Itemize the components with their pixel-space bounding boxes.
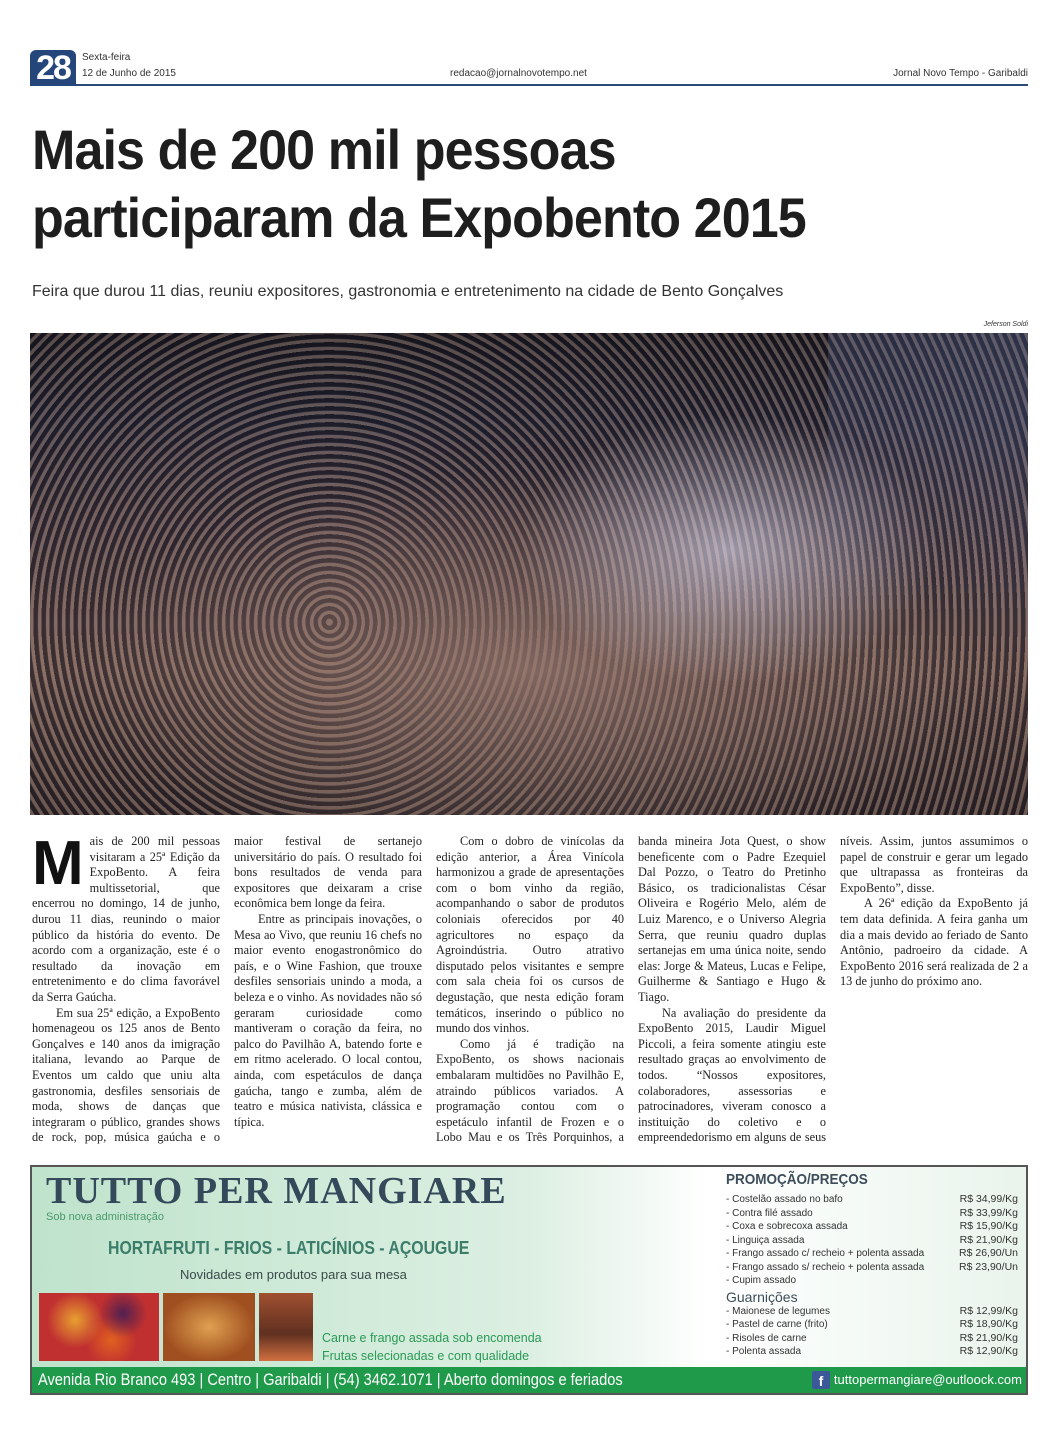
price-row	[726, 1193, 1018, 1207]
item-price: R$ 18,90/Kg	[959, 1318, 1018, 1330]
item-name: - Coxa e sobrecoxa assada	[726, 1221, 848, 1232]
item-name: - Pastel de carne (frito)	[726, 1319, 828, 1330]
paragraph: A 26ª edição da ExpoBento já tem data definida. A feira ganha um dia a mais devido ao feriado de Santo Antônio, padroeiro da cidade. A ExpoBento 2016 será realizada de 2 a 13 de junho do próximo ano.	[840, 896, 1028, 989]
page-header	[30, 50, 1028, 86]
price-row	[726, 1318, 1018, 1332]
ad-categories: HORTAFRUTI - FRIOS - LATICÍNIOS - AÇOUGUE	[108, 1238, 470, 1258]
item-name: - Polenta assada	[726, 1346, 802, 1357]
ad-address: Avenida Rio Branco 493 | Centro | Garibaldi | (54) 3462.1071 | Aberto domingos e feriados	[38, 1370, 623, 1389]
item-price: R$ 33,99/Kg	[959, 1206, 1018, 1219]
item-name: - Risoles de carne	[726, 1332, 807, 1344]
roast-meat-image	[259, 1293, 313, 1361]
item-name: - Costelão assado no bafo	[726, 1194, 843, 1205]
drop-cap: M	[32, 829, 84, 898]
paragraph: Entre as principais inovações, o Mesa ao Vivo, que reuniu 16 chefs no maior evento enogastronômico do país, e o Wine Fashion, que trouxe desfiles sensoriais unindo a moda, a beleza e o vinho. As novidades não só geraram curiosidade como mantiveram o coração da feira, no palco do Pavilhão A, batendo forte e em ritmo acelerado. O local contou, ainda, com espetáculos de dança gaúcha, tango e zumba, além de teatro e música nativista, clássica e típica.	[234, 911, 422, 1129]
price-row	[726, 1234, 1018, 1248]
item-price: R$ 23,90/Un	[959, 1260, 1018, 1273]
headline-line-2: participaram da Expobento 2015	[32, 186, 806, 249]
price-row	[726, 1261, 1018, 1275]
item-price: R$ 15,90/Kg	[959, 1220, 1018, 1232]
roast-chicken-image	[163, 1293, 255, 1361]
article-body	[32, 829, 1028, 1150]
weekday: Sexta-feira	[82, 52, 131, 63]
item-price: R$ 12,90/Kg	[959, 1345, 1018, 1357]
ad-footer	[32, 1367, 1026, 1393]
promo-title: PROMOÇÃO/PREÇOS	[726, 1171, 868, 1188]
headline-line-1: Mais de 200 mil pessoas	[32, 118, 616, 181]
fruits-image	[39, 1293, 159, 1361]
item-name: - Maionese de legumes	[726, 1305, 830, 1317]
price-row	[726, 1207, 1018, 1221]
ad-novidades: Novidades em produtos para sua mesa	[180, 1267, 407, 1282]
sides-title: Guarnições	[726, 1288, 798, 1305]
paragraph: Com o dobro de vinícolas da edição anterior, a Área Vinícola harmonizou a grade de apresentações com o bom vinho da região, acompanhando o sabor de produtos coloniais oferecidos por 40 agricultores no espaço da Agroindústria. Outro atrativo disputado pelos visitantes e sempre com sala cheia foi os cursos de degustação, que nesta edição foram temáticos, inserindo o público no mundo dos vinhos.	[436, 834, 624, 1036]
crowd-photo	[30, 333, 1028, 815]
item-name: - Cupim assado	[726, 1275, 797, 1286]
item-price: R$ 34,99/Kg	[959, 1193, 1018, 1205]
item-price: R$ 26,90/Un	[959, 1247, 1018, 1259]
stage-lights	[828, 333, 1028, 815]
headline	[32, 116, 953, 252]
item-price: R$ 21,90/Kg	[959, 1233, 1018, 1246]
ad-email[interactable]: tuttopermangiare@outloock.com	[833, 1372, 1022, 1387]
item-price: R$ 12,99/Kg	[959, 1304, 1018, 1317]
facebook-icon: f	[812, 1371, 830, 1389]
price-list	[692, 1167, 1030, 1369]
price-row	[726, 1345, 1018, 1359]
newsroom-email[interactable]: redacao@jornalnovotempo.net	[450, 68, 587, 79]
item-name: - Frango assado c/ recheio + polenta assada	[726, 1248, 925, 1259]
item-price: R$ 21,90/Kg	[959, 1331, 1018, 1344]
photo-credit: Jeferson Soldi	[983, 321, 1028, 328]
price-row	[726, 1220, 1018, 1234]
ad-tagline: Sob nova administração	[46, 1211, 165, 1223]
page-number: 28	[30, 50, 76, 86]
advertisement	[30, 1165, 1028, 1395]
subheadline: Feira que durou 11 dias, reuniu expositores, gastronomia e entretenimento na cidade de Bento Gonçalves	[32, 283, 784, 300]
item-name: - Frango assado s/ recheio + polenta assada	[726, 1261, 925, 1273]
price-row	[726, 1305, 1018, 1319]
ad-images	[39, 1293, 313, 1361]
paragraph: Na avaliação do presidente da ExpoBento 2015, Laudir Miguel Piccoli, a feira somente atingiu este resultado graças ao envolvimento de todos. “Nossos expositores, colaboradores, assessorias e patrocinadores, viveram conosco a instituição do coletivo e o empreendedorismo em alguns de seus níveis. Assim, juntos assumimos o papel de construir e gerar um legado que ultrapassa as fronteiras da ExpoBento”, disse.	[638, 834, 1028, 1145]
newspaper-name: Jornal Novo Tempo - Garibaldi	[893, 68, 1028, 79]
paragraph: Em sua 25ª edição, a ExpoBento homenageou os 125 anos de Bento Gonçalves e 140 anos da imigração italiana, levando ao Parque de Eventos um caldo que uniu alta gastronomia, desfiles sensoriais de moda, shows de danças que integraram o público, grandes shows de rock, pop, música gaúcha e o maior festival de sertanejo universitário do país. O resultado foi bons resultados de venda para expositores que deixaram a crise econômica bem longe da feira.	[32, 834, 422, 1145]
ad-features: Carne e frango assada sob encomenda Frutas selecionadas e com qualidade	[322, 1331, 542, 1363]
price-row	[726, 1274, 1018, 1288]
paragraph: Mais de 200 mil pessoas visitaram a 25ª Edição da ExpoBento. A feira multissetorial, que encerrou no domingo, 14 de junho, durou 11 dias, reunindo o maior público da história do evento. De acordo com a organização, este é o resultado da inovação em entretenimento e do clima favorável da Serra Gaúcha.	[32, 829, 220, 1004]
price-row	[726, 1332, 1018, 1346]
ad-brand-name: TUTTO PER MANGIARE	[46, 1170, 507, 1212]
item-name: - Linguiça assada	[726, 1234, 805, 1246]
price-row	[726, 1247, 1018, 1261]
paragraph: Como já é tradição na ExpoBento, os shows nacionais embalaram multidões no Pavilhão E, atraindo públicos variados. A programação contou com o espetáculo infantil de Frozen e o Lobo Mau e os Três Porquinhos, a banda mineira Jota Quest, o show beneficente com o Padre Ezequiel Dal Pozzo, o Teatro do Pretinho Básico, os tradicionalistas César Oliveira e Rogério Melo, além de Luiz Marenco, e o Universo Alegria Serra, que reuniu quadro duplas sertanejas em uma única noite, sendo elas: Jorge & Mateus, Lucas e Felipe, Guilherme & Santiago e Hugo & Tiago.	[436, 834, 826, 1145]
item-name: - Contra filé assado	[726, 1207, 813, 1219]
issue-date: 12 de Junho de 2015	[82, 68, 176, 79]
